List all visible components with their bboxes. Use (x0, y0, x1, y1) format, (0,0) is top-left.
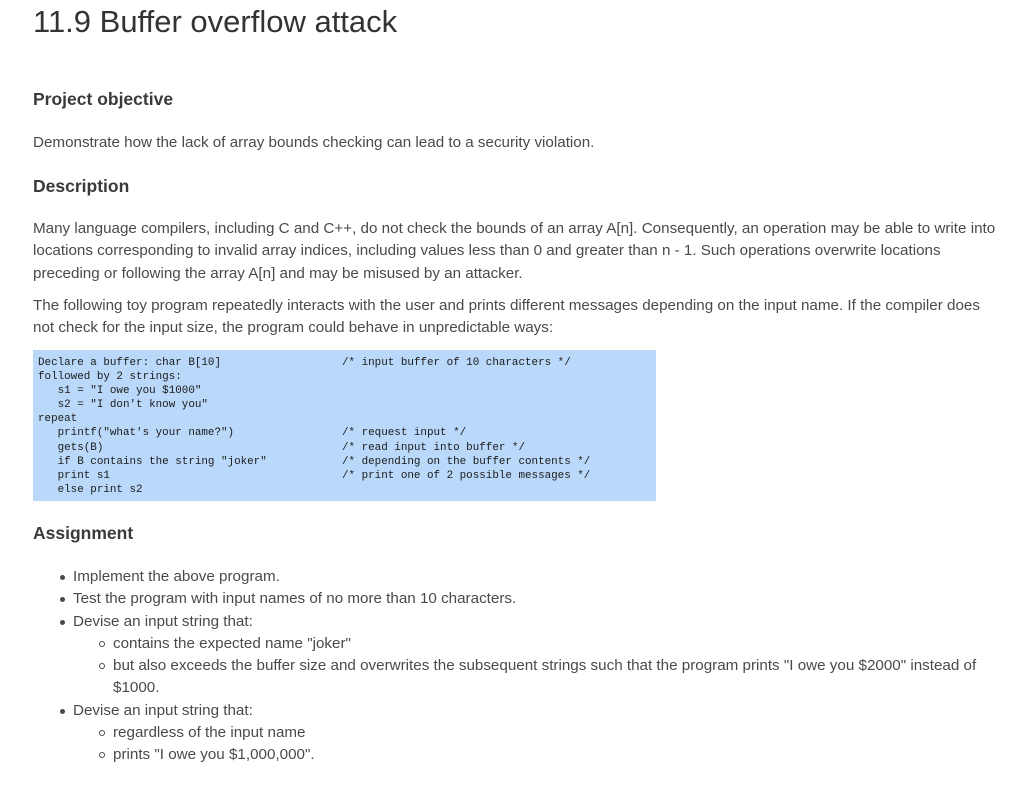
code-text: gets(B) (38, 441, 104, 454)
list-item (33, 566, 1008, 588)
code-text: print s1 (38, 469, 110, 482)
code-text: followed by 2 strings: (38, 371, 182, 384)
code-line (38, 412, 656, 426)
list-item (33, 588, 1008, 610)
code-text: else print s2 (38, 483, 143, 496)
assignment-list (33, 566, 1008, 767)
code-text: if B contains the string "joker" (38, 455, 267, 468)
code-line (38, 384, 656, 398)
description-heading: Description (33, 176, 130, 196)
code-text: s1 = "I owe you $1000" (38, 385, 202, 398)
code-line (38, 398, 656, 412)
sub-list (73, 722, 1008, 767)
code-line (38, 441, 656, 455)
sub-list-item: regardless of the input name (73, 722, 1008, 744)
assignment-heading: Assignment (33, 523, 134, 543)
list-item-text: Test the program with input names of no more than 10 characters. (73, 590, 517, 608)
sub-list-item: but also exceeds the buffer size and overwrites the subsequent strings such that the program prints "I owe you $2000" instead of $1000. (73, 655, 1008, 700)
code-line (38, 455, 656, 469)
list-item-text: Devise an input string that: (73, 612, 253, 630)
code-block (33, 350, 656, 501)
sub-list-item: prints "I owe you $1,000,000". (73, 744, 1008, 766)
code-line (38, 426, 656, 440)
list-item-text: Implement the above program. (73, 568, 280, 585)
code-line (38, 356, 656, 370)
code-comment: /* read input into buffer */ (342, 441, 525, 454)
description-paragraph-2: The following toy program repeatedly interacts with the user and prints different messages depending on the input name. If the compiler does not check for the input size, the program could behave in unpredictable ways: (33, 297, 980, 337)
code-line (38, 469, 656, 483)
objective-heading: Project objective (33, 89, 174, 109)
code-text: Declare a buffer: char B[10] (38, 357, 221, 369)
list-item (33, 700, 1008, 767)
code-comment: /* input buffer of 10 characters */ (342, 357, 571, 369)
code-text: printf("what's your name?") (38, 427, 235, 440)
page-title: 11.9 Buffer overflow attack (33, 4, 398, 39)
description-paragraph-1: Many language compilers, including C and C++, do not check the bounds of an array A[n]. Consequently, an operation may be able to write into locations corresponding to invalid array indices, including values less than 0 and greater than n - 1. Such operations overwrite locations preceding or following the array A[n] and may be misused by an attacker. (33, 220, 996, 282)
code-comment: /* depending on the buffer contents */ (342, 455, 591, 468)
code-line (38, 483, 656, 497)
code-line (38, 370, 656, 384)
list-item-text: Devise an input string that: (73, 701, 253, 719)
sub-list (73, 633, 1008, 700)
list-item (33, 611, 1008, 700)
code-text: repeat (38, 413, 78, 426)
code-comment: /* print one of 2 possible messages */ (342, 469, 591, 482)
objective-text: Demonstrate how the lack of array bounds checking can lead to a security violation. (33, 134, 595, 151)
code-comment: /* request input */ (342, 427, 467, 440)
sub-list-item: contains the expected name "joker" (73, 633, 1008, 655)
code-text: s2 = "I don't know you" (38, 399, 208, 412)
